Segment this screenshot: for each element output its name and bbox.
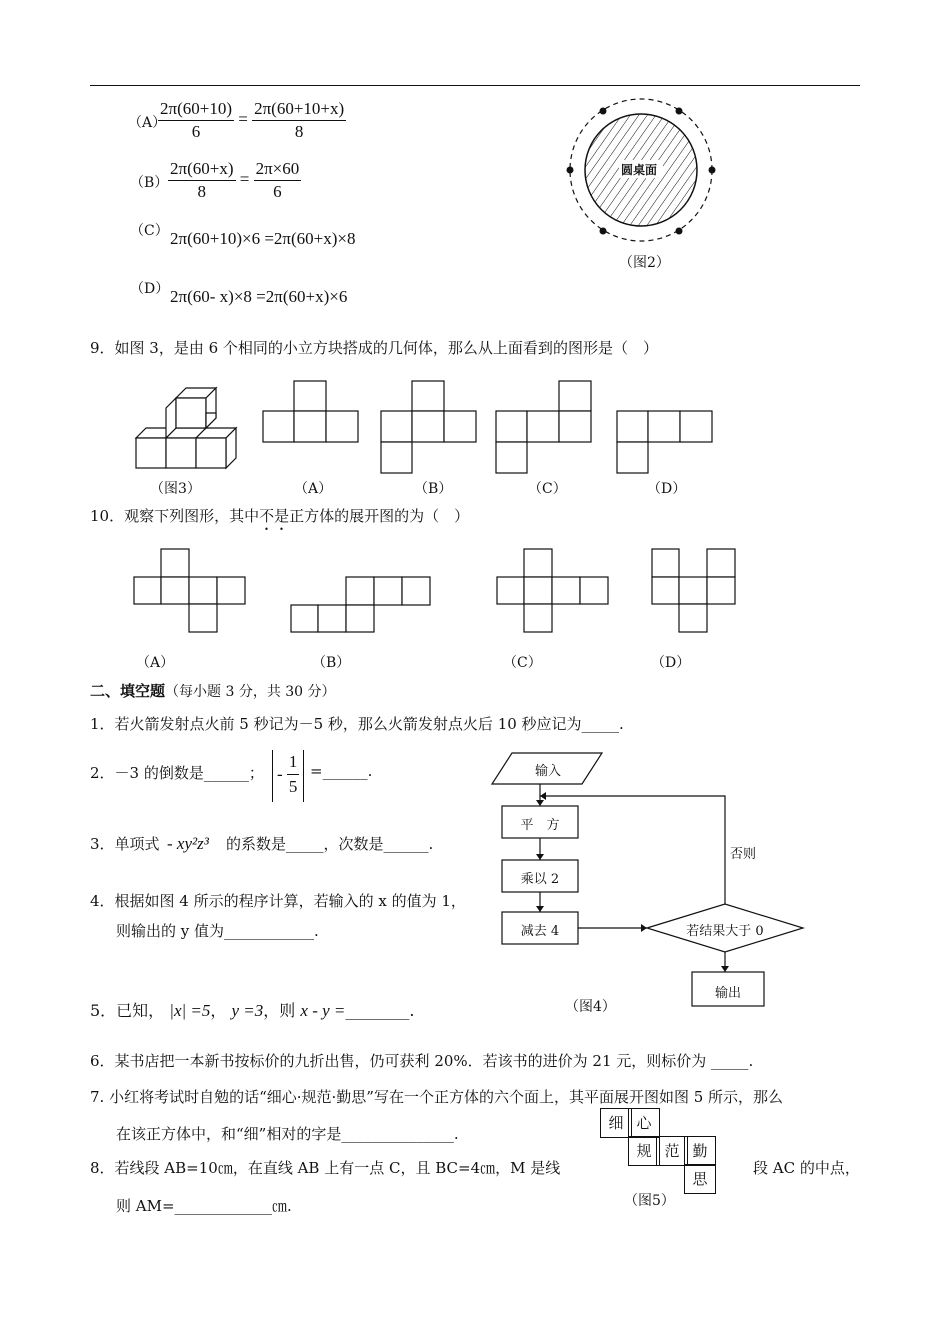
option-a-right-denominator: 8 [294,122,304,141]
q10-text-pre: 10．观察下列图形，其中 [90,507,260,525]
option-b-left-denominator: 8 [197,182,206,201]
figure-3-cube-stack [132,388,244,472]
q5-abs-x: |x| =5 [169,1001,211,1020]
fill-question-3-post: 的系数是_____，次数是______. [226,835,434,853]
option-a-equation [158,98,346,143]
net-cell: 范 [656,1136,688,1166]
net-cell: 细 [600,1108,632,1138]
net-option-c [496,548,610,634]
question-10-text [90,505,469,534]
fill-question-4-line2: 则输出的 y 值为____________. [116,922,319,940]
net-cell: 规 [628,1136,660,1166]
seat-dot [676,228,683,235]
fig2-caption: （图2） [619,255,670,271]
q3-monomial: - xy²z³ [167,834,209,853]
flow-square-label: 平 方 [520,818,560,833]
fill-question-4-line1: 4．根据如图 4 所示的程序计算，若输入的 x 的值为 1， [90,892,466,910]
equals-sign: = [239,169,250,189]
option-b-top-view [380,380,478,476]
flow-minus4-label: 减去 4 [520,924,560,939]
fig4-caption: （图4） [565,999,616,1015]
q10-text-emphasis: 不是 [259,507,290,525]
flow-condition-label: 若结果大于 0 [686,924,764,939]
flow-input-label: 输入 [534,764,561,779]
net-option-a [133,548,247,634]
q10-text-post: 正方体的展开图的为（ ） [289,507,470,525]
q5-then: ，则 [263,1001,296,1020]
q9-option-a-caption: （A） [294,481,333,497]
fill-question-1: 1．若火箭发射点火前 5 秒记为－5 秒，那么火箭发射点火后 10 秒应记为_____. [90,715,624,733]
net-cell: 思 [684,1164,716,1194]
q5-blank: ________. [345,1001,415,1020]
fill-question-5 [90,998,414,1021]
q10-option-a-caption: （A） [136,655,175,671]
option-a-label: （A） [128,115,167,131]
q9-option-c-caption: （C） [528,481,567,497]
fig5-caption: （图5） [624,1193,675,1209]
option-a-right-numerator: 2π(60+10+x) [252,98,346,121]
question-9-text: 9．如图 3，是由 6 个相同的小立方块搭成的几何体，那么从上面看到的图形是（ ） [90,339,658,357]
option-b-right-denominator: 6 [273,182,282,201]
option-d-label: （D） [130,281,170,297]
q5-pre: 5．已知， [90,1001,165,1020]
seat-dot [600,108,607,115]
q9-option-b-caption: （B） [414,481,453,497]
flow-times2-label: 乘以 2 [520,872,560,887]
seat-dot [709,167,716,174]
fill-question-2-pre: 2．－3 的倒数是______； [90,764,264,782]
q2-absolute-value [272,750,304,802]
net-cell: 勤 [684,1136,716,1166]
table-label: 圆桌面 [621,163,658,177]
section-2-note: （每小题 3 分，共 30 分） [165,684,336,700]
net-option-d [651,548,739,634]
net-cell: 心 [628,1108,660,1138]
fill-question-8-line1-pre: 8．若线段 AB=10㎝，在直线 AB 上有一点 C，且 BC=4㎝，M 是线 [90,1159,561,1177]
option-c-label: （C） [130,223,169,239]
option-a-top-view [262,380,360,444]
section-2-heading [90,680,336,701]
option-a-left-denominator: 6 [191,122,201,141]
option-b-right-numerator: 2π×60 [254,158,302,181]
fill-question-7-line1: 7. 小红将考试时自勉的话“细心·规范·勤思”写在一个正方体的六个面上，其平面展开图如图 5 所示，那么 [90,1088,784,1106]
seat-dot [567,167,574,174]
section-2-title: 二、填空题 [90,682,166,700]
q9-option-d-caption: （D） [647,481,687,497]
seat-dot [676,108,683,115]
fill-question-3-pre: 3．单项式 [90,835,160,853]
equals-sign: = [238,109,248,129]
option-b-label: （B） [130,175,169,191]
q2-denominator: 5 [288,777,298,796]
q10-option-b-caption: （B） [312,655,351,671]
fill-question-2-post: =______. [310,762,373,780]
flow-output-label: 输出 [714,986,741,1001]
q10-option-c-caption: （C） [503,655,542,671]
option-b-left-numerator: 2π(60+x) [168,158,236,181]
flow-else-label: 否则 [730,847,757,862]
fill-question-8-line1-post: 段 AC 的中点， [753,1159,860,1177]
option-b-equation [168,158,301,203]
q5-difference: x - y = [300,1001,346,1020]
option-a-left-numerator: 2π(60+10) [158,98,234,121]
fill-question-6: 6．某书店把一本新书按标价的九折出售，仍可获利 20%．若该书的进价为 21 元，则标价为 _____. [90,1052,754,1070]
q5-y: y =3 [231,1001,264,1020]
fill-question-8-line2: 则 AM=_____________㎝. [116,1197,292,1215]
fig3-caption: （图3） [150,481,201,497]
fill-question-7-line2: 在该正方体中，和“细”相对的字是_______________. [116,1125,459,1143]
q10-option-d-caption: （D） [651,655,691,671]
net-option-b [290,576,432,634]
seat-dot [600,228,607,235]
option-d-top-view [616,410,714,476]
q5-mid: ， [210,1001,227,1020]
option-d-equation: 2π(60- x)×8 =2π(60+x)×6 [170,287,348,306]
q2-numerator: 1 [287,750,300,775]
q2-minus-sign: - [277,764,283,784]
option-c-equation: 2π(60+10)×6 =2π(60+x)×8 [170,229,356,248]
header-rule [90,85,860,86]
option-c-top-view [495,380,593,476]
